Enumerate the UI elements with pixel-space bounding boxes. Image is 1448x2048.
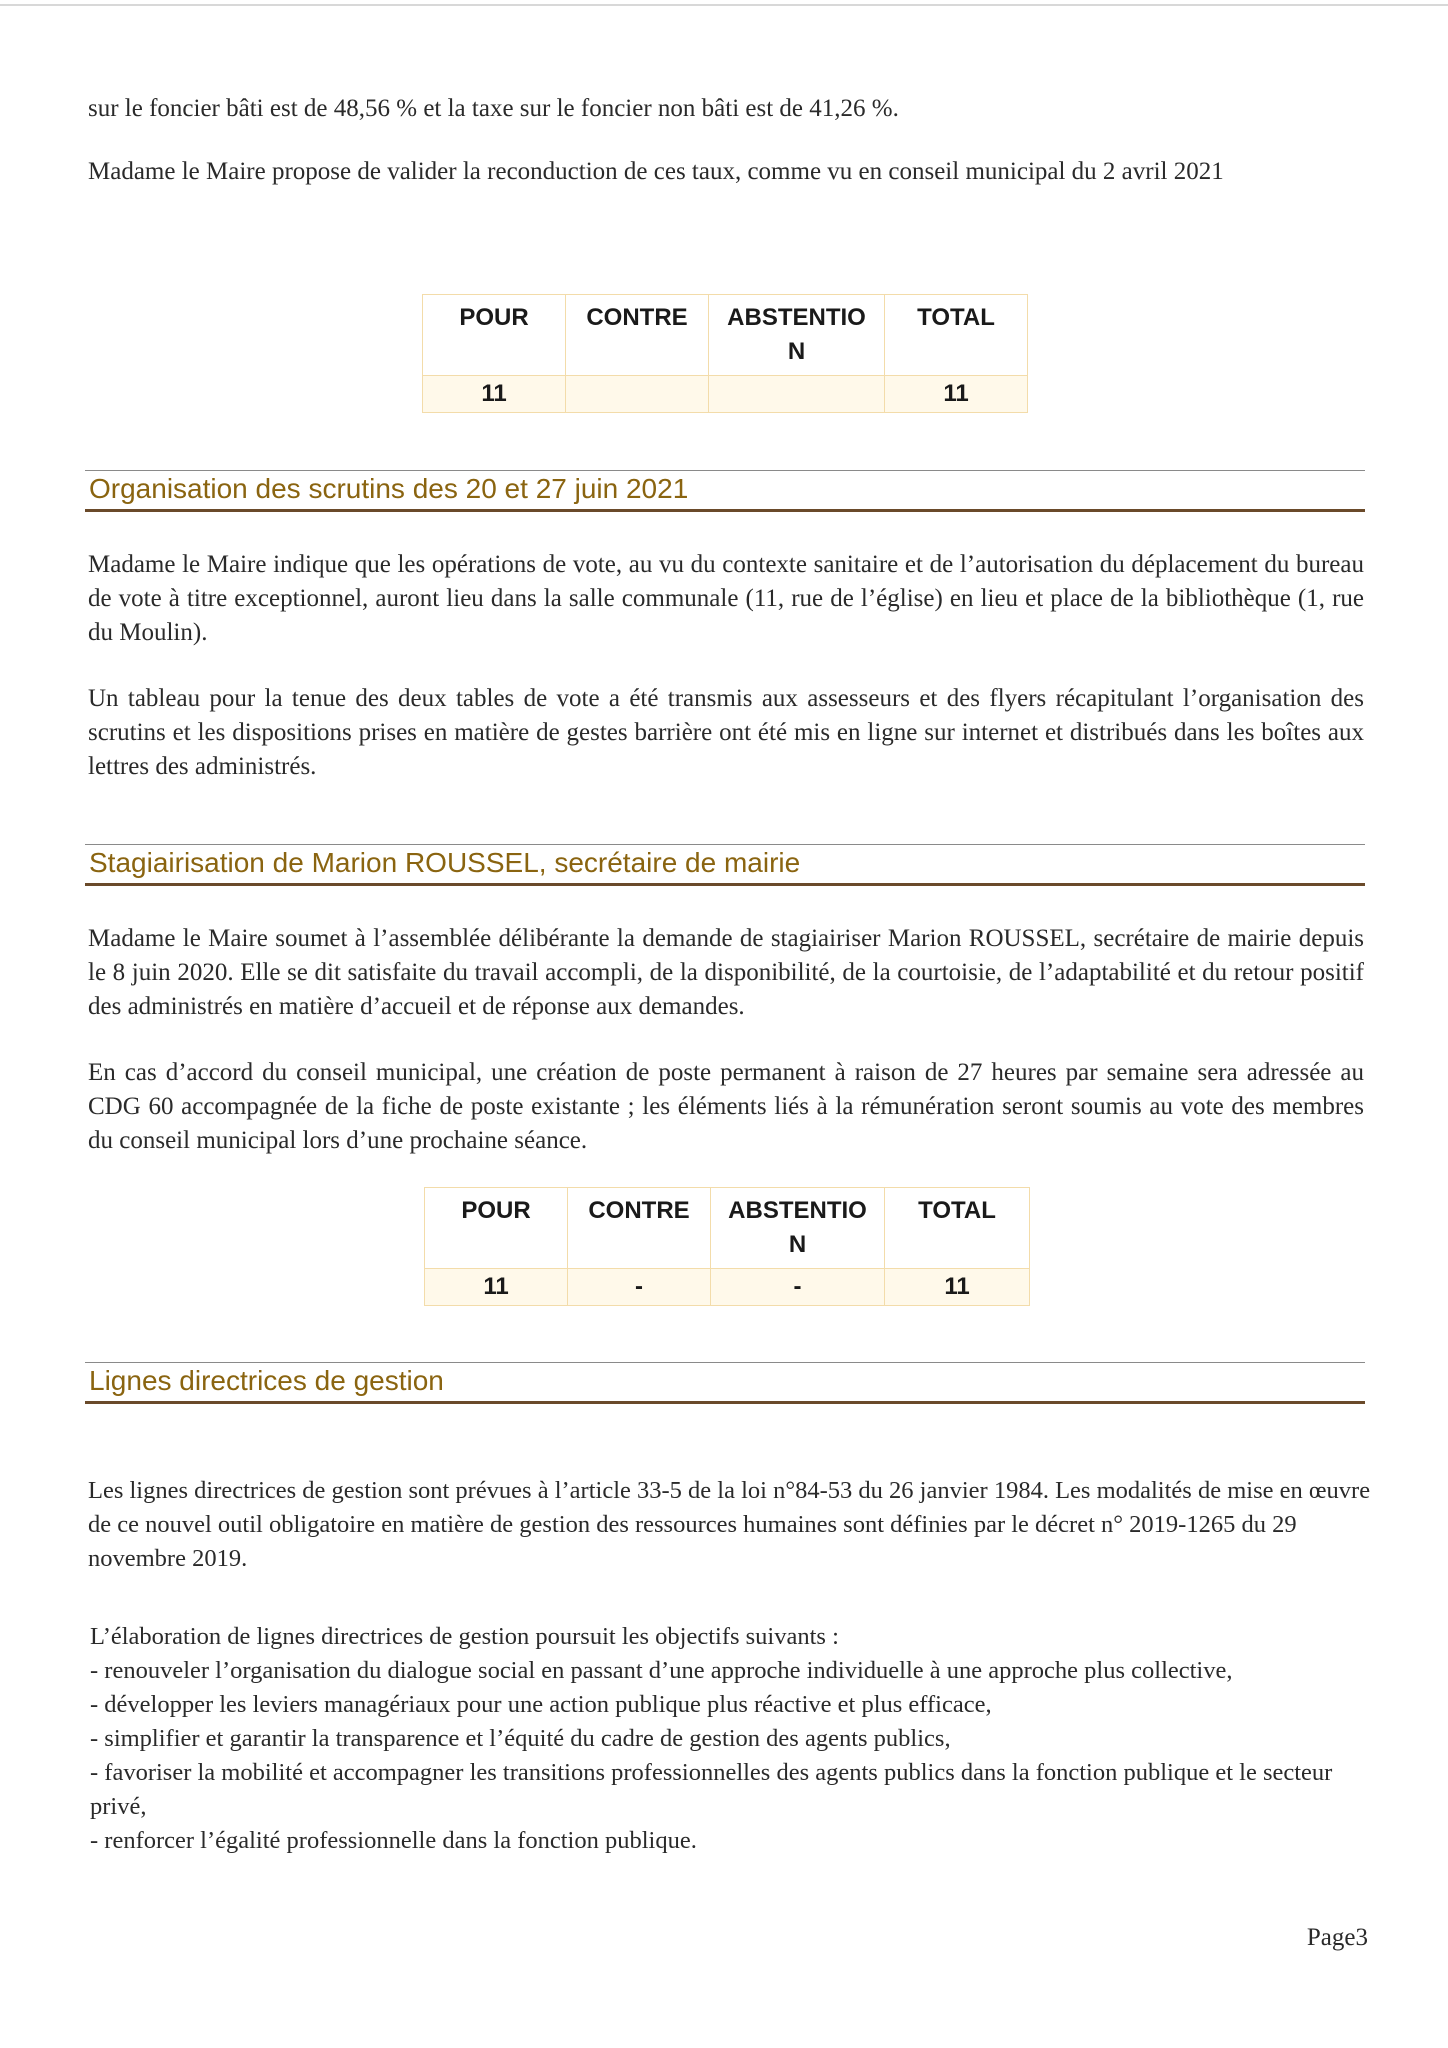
header-pour bbox=[425, 1188, 568, 1269]
paragraph-stagiairisation-request: Madame le Maire soumet à l’assemblée délibérante la demande de stagiairiser Marion ROUSSEL, secrétaire de mairie depuis le 8 juin 2020. Elle se dit satisfaite du travail accompli, de la disponibilité, de la courtoisie, de l’adaptabilité et du retour positif des administrés en matière d’accueil et de réponse aux demandes. bbox=[88, 925, 1364, 1020]
header-total bbox=[885, 295, 1028, 376]
objective-item: - simplifier et garantir la transparence et l’équité du cadre de gestion des agents publics, bbox=[90, 1725, 951, 1752]
objective-item: - favoriser la mobilité et accompagner les transitions professionnelles des agents publics dans la fonction publique et le secteur privé, bbox=[90, 1759, 1333, 1820]
header-pour-text: POUR bbox=[459, 304, 529, 331]
header-abstention-line1: ABSTENTIO bbox=[727, 304, 866, 331]
header-pour bbox=[423, 295, 566, 376]
header-pour-text: POUR bbox=[461, 1197, 531, 1224]
vote-table-2 bbox=[424, 1187, 1030, 1306]
header-abstention bbox=[711, 1188, 885, 1269]
paragraph-flyers: Un tableau pour la tenue des deux tables de vote a été transmis aux assesseurs et des flyers récapitulant l’organisation des scrutins et les dispositions prises en matière de gestes barrière ont été mis en ligne sur internet et distribués dans les boîtes aux lettres des administrés. bbox=[88, 685, 1364, 780]
value-total: 11 bbox=[885, 1269, 1030, 1306]
vote-table-value-row bbox=[425, 1269, 1030, 1306]
header-total bbox=[885, 1188, 1030, 1269]
vote-table-header-row bbox=[425, 1188, 1030, 1269]
header-contre-text: CONTRE bbox=[586, 304, 688, 331]
value-abstention: - bbox=[711, 1269, 885, 1306]
header-total-text: TOTAL bbox=[917, 304, 995, 331]
value-abstention bbox=[709, 376, 885, 413]
objectives-block bbox=[90, 1620, 1380, 1858]
value-total: 11 bbox=[885, 376, 1028, 413]
paragraph-lignes-directrices-legal: Les lignes directrices de gestion sont prévues à l’article 33-5 de la loi n°84-53 du 26 janvier 1984. Les modalités de mise en œuvre de ce nouvel outil obligatoire en matière de gestion des ressources humaines sont définies par le décret n° 2019-1265 du 29 novembre 2019. bbox=[88, 1477, 1371, 1572]
header-contre bbox=[568, 1188, 711, 1269]
header-contre-text: CONTRE bbox=[588, 1197, 690, 1224]
section-rule-bottom bbox=[85, 883, 1365, 886]
paragraph-poste-creation: En cas d’accord du conseil municipal, une création de poste permanent à raison de 27 heures par semaine sera adressée au CDG 60 accompagnée de la fiche de poste existante ; les éléments liés à la rémunération seront soumis au vote des membres du conseil municipal lors d’une prochaine séance. bbox=[88, 1059, 1364, 1154]
section-title: Organisation des scrutins des 20 et 27 juin 2021 bbox=[89, 473, 689, 504]
value-contre: - bbox=[568, 1269, 711, 1306]
section-heading-stagiairisation bbox=[85, 844, 1365, 886]
objective-item: - développer les leviers managériaux pour une action publique plus réactive et plus efficace, bbox=[90, 1691, 992, 1718]
header-total-text: TOTAL bbox=[918, 1197, 996, 1224]
value-pour: 11 bbox=[425, 1269, 568, 1306]
paragraph-vote-location: Madame le Maire indique que les opérations de vote, au vu du contexte sanitaire et de l’autorisation du déplacement du bureau de vote à titre exceptionnel, auront lieu dans la salle communale (11, rue de l’église) en lieu et place de la bibliothèque (1, rue du Moulin). bbox=[88, 551, 1364, 646]
vote-table-value-row bbox=[423, 376, 1028, 413]
objective-item: - renforcer l’égalité professionnelle dans la fonction publique. bbox=[90, 1827, 697, 1854]
page-number: Page3 bbox=[1306, 1924, 1368, 1951]
header-abstention-line2: N bbox=[787, 338, 806, 365]
objectives-intro: L’élaboration de lignes directrices de gestion poursuit les objectifs suivants : bbox=[90, 1623, 839, 1650]
section-heading-lignes-directrices bbox=[85, 1362, 1365, 1404]
section-title: Stagiairisation de Marion ROUSSEL, secrétaire de mairie bbox=[89, 847, 801, 878]
section-title: Lignes directrices de gestion bbox=[89, 1365, 444, 1396]
value-contre bbox=[566, 376, 709, 413]
header-contre bbox=[566, 295, 709, 376]
value-pour: 11 bbox=[423, 376, 566, 413]
vote-table-header-row bbox=[423, 295, 1028, 376]
header-abstention-line1: ABSTENTIO bbox=[728, 1197, 867, 1224]
section-heading-scrutins bbox=[85, 470, 1365, 512]
section-rule-bottom bbox=[85, 1401, 1365, 1404]
header-abstention-line2: N bbox=[788, 1231, 807, 1258]
paragraph-tax-rates: sur le foncier bâti est de 48,56 % et la taxe sur le foncier non bâti est de 41,26 %. bbox=[88, 95, 899, 122]
objective-item: - renouveler l’organisation du dialogue social en passant d’une approche individuelle à une approche plus collective, bbox=[90, 1657, 1233, 1684]
paragraph-proposal: Madame le Maire propose de valider la reconduction de ces taux, comme vu en conseil municipal du 2 avril 2021 bbox=[88, 158, 1224, 185]
vote-table-1 bbox=[422, 294, 1028, 413]
header-abstention bbox=[709, 295, 885, 376]
scan-top-edge bbox=[0, 4, 1448, 6]
section-rule-bottom bbox=[85, 509, 1365, 512]
